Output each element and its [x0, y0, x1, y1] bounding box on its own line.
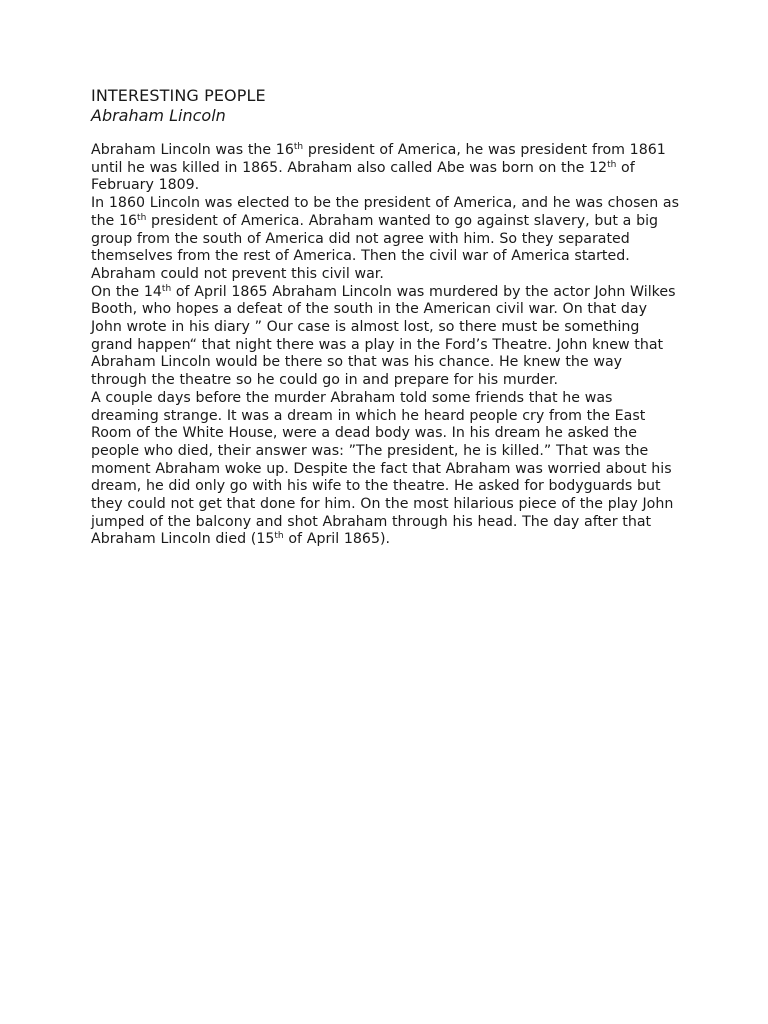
- paragraph-2: [91, 195, 681, 284]
- text-run: president of America. Abraham wanted to go against slavery, but a big group from the south of America did not agree with him. So they separated themselves from the rest of America. Then the civil war of America started. Abraham could not prevent this civil war.: [91, 212, 659, 282]
- text-run: Abraham Lincoln was the 16: [91, 142, 294, 158]
- paragraph-4: [91, 390, 681, 549]
- document-title: INTERESTING PEOPLE: [91, 86, 266, 105]
- superscript: th: [607, 159, 617, 170]
- document-body: [91, 142, 681, 549]
- superscript: th: [161, 283, 172, 294]
- paragraph-1: [91, 142, 681, 195]
- text-run: On the 14: [91, 283, 162, 300]
- text-run: A couple days before the murder Abraham told some friends that he was dreaming strange. It was a dream in which he heard people cry from the East Room of the White House, were a dead body was. In his dream he asked the people who died, their answer was: ”The president, he is killed.” That was the moment Abraham woke up. Despite the fact that Abraham was worried about his dream, he did only go with his wife to the theatre. He asked for bodyguards but they could not get that done for him. On the most hilarious piece of the play John jumped of the balcony and shot Abraham through his head. The day after that Abraham Lincoln died (15: [91, 389, 674, 548]
- superscript: th: [137, 212, 147, 223]
- document-subtitle: Abraham Lincoln: [91, 106, 226, 125]
- text-run: of April 1865 Abraham Lincoln was murdered by the actor John Wilkes Booth, who hopes a defeat of the south in the American civil war. On that day John wrote in his diary ” Our case is almost lost, so there must be something grand happen“ that night there was a play in the Ford’s Theatre. John knew that Abraham Lincoln would be there so that was his chance. He knew the way through the theatre so he could go in and prepare for his murder.: [91, 283, 676, 389]
- paragraph-3: [91, 284, 681, 390]
- text-run: of April 1865).: [283, 531, 391, 548]
- text-run: In 1860 Lincoln was elected to be the president of America, and he was chosen as the 16: [91, 195, 679, 229]
- document-page: [91, 86, 681, 549]
- superscript: th: [293, 142, 304, 152]
- superscript: th: [274, 531, 284, 542]
- text-run: of February 1809.: [91, 159, 635, 194]
- text-run: president of America, he was president from 1861 until he was killed in 1865. Abraham also called Abe was born on the 12: [91, 142, 666, 176]
